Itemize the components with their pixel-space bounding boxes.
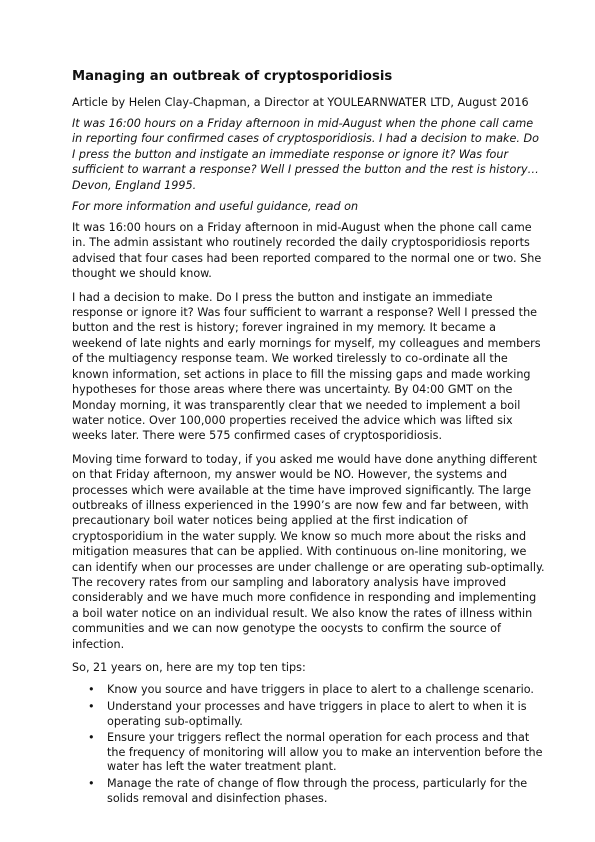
article-byline: Article by Helen Clay-Chapman, a Director at YOULEARNWATER LTD, August 2016: [72, 96, 529, 109]
tip-item-3: [88, 731, 545, 775]
tip-text: Ensure your triggers reflect the normal operation for each process and that the frequency of monitoring will allow you to make an intervention before the water has left the water treatment plant.: [107, 731, 543, 774]
tip-item-1: [88, 683, 545, 698]
tip-text: Know you source and have triggers in place to alert to a challenge scenario.: [107, 683, 534, 697]
more-info-line: For more information and useful guidance, read on: [72, 200, 359, 214]
bullet-icon: •: [88, 683, 95, 697]
tip-text: Understand your processes and have triggers in place to alert to when it is operating sub-optimally.: [107, 700, 527, 728]
bullet-icon: •: [88, 700, 95, 713]
body-paragraph-4: So, 21 years on, here are my top ten tips:: [72, 661, 306, 674]
article-title: Managing an outbreak of cryptosporidiosis: [72, 69, 393, 84]
body-paragraph-3: Moving time forward to today, if you asked me would have done anything different on that Friday afternoon, my answer would be NO. However, the systems and processes which were available at the time have improved significantly. The large outbreaks of illness experienced in the 1990’s are now few and far between, with precautionary boil water notices being applied at the first indication of cryptosporidium in the water supply. We know so much more about the risks and mitigation measures that can be applied. With continuous on-line monitoring, we can identify when our processes are under challenge or are operating sub-optimally. The recovery rates from our sampling and laboratory analysis have improved considerably and we have much more confidence in responding and implementing a boil water notice on an individual result. We also know the rates of illness within communities and we can now genotype the oocysts to confirm the source of infection.: [72, 452, 545, 651]
bullet-icon: •: [88, 776, 95, 790]
tips-list: [72, 683, 545, 806]
intro-paragraph: It was 16:00 hours on a Friday afternoon in mid-August when the phone call came in reporting four confirmed cases of cryptosporidiosis. I had a decision to make. Do I press the button and instigate an immediate response or ignore it? Was four sufficient to warrant a response? Well I pressed the button and the rest is history… Devon, England 1995.: [72, 117, 539, 192]
tip-text: Manage the rate of change of flow through the process, particularly for the solids removal and disinfection phases.: [107, 776, 528, 805]
tip-item-2: [88, 700, 545, 729]
tip-item-4: [88, 776, 545, 806]
bullet-icon: •: [88, 731, 95, 745]
body-paragraph-1: It was 16:00 hours on a Friday afternoon in mid-August when the phone call came in. The admin assistant who routinely recorded the daily cryptosporidiosis reports advised that four cases had been reported compared to the normal one or two. She thought we should know.: [72, 221, 542, 281]
body-paragraph-2: I had a decision to make. Do I press the button and instigate an immediate response or ignore it? Was four sufficient to warrant a response? Well I pressed the button and the rest is history; forever ingrained in my memory. It became a weekend of late nights and early mornings for myself, my colleagues and members of the multiagency response team. We worked tirelessly to co-ordinate all the known information, set actions in place to fill the missing gaps and made working hypotheses for those areas where there was uncertainty. By 04:00 GMT on the Monday morning, it was transparently clear that we needed to implement a boil water notice. Over 100,000 properties received the advice which was lifted six weeks later. There were 575 confirmed cases of cryptosporidiosis.: [72, 290, 541, 443]
